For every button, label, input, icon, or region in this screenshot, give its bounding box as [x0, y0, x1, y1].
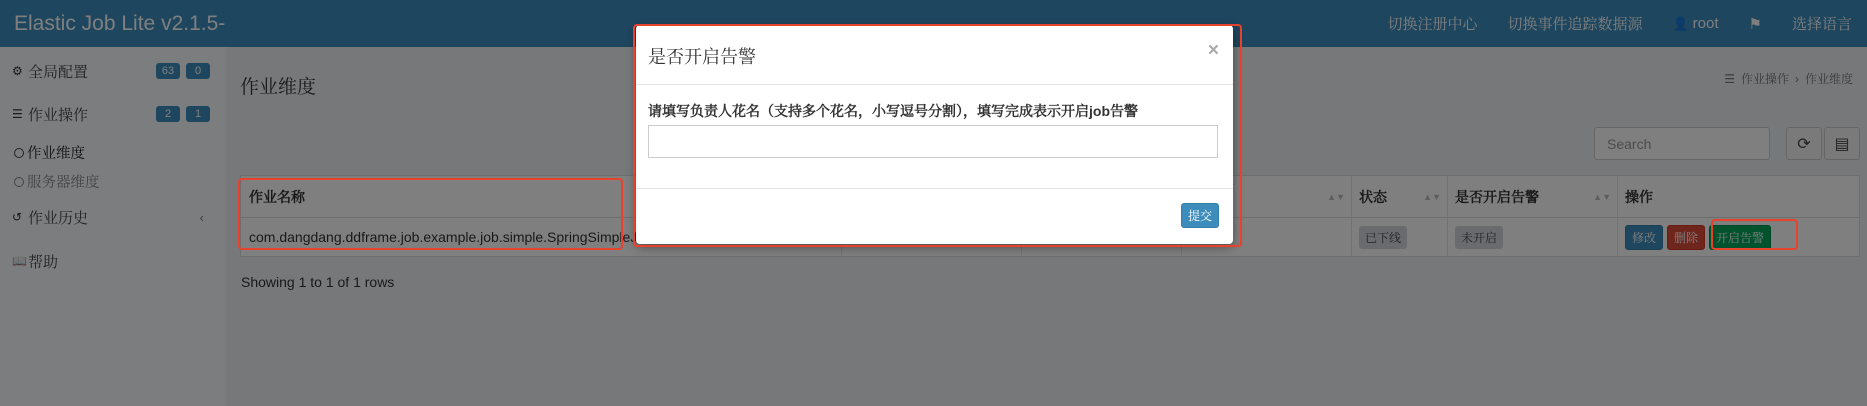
- annotation-box-alarm-button: [1711, 219, 1798, 250]
- owner-names-label: 请填写负责人花名（支持多个花名，小写逗号分割），填写完成表示开启job告警: [648, 103, 1138, 119]
- modal-title: 是否开启告警: [648, 47, 756, 67]
- close-icon[interactable]: ×: [1207, 40, 1219, 61]
- annotation-box-job-name: [238, 178, 623, 250]
- submit-button[interactable]: 提交: [1181, 203, 1219, 228]
- annotation-box-modal: [633, 24, 1242, 247]
